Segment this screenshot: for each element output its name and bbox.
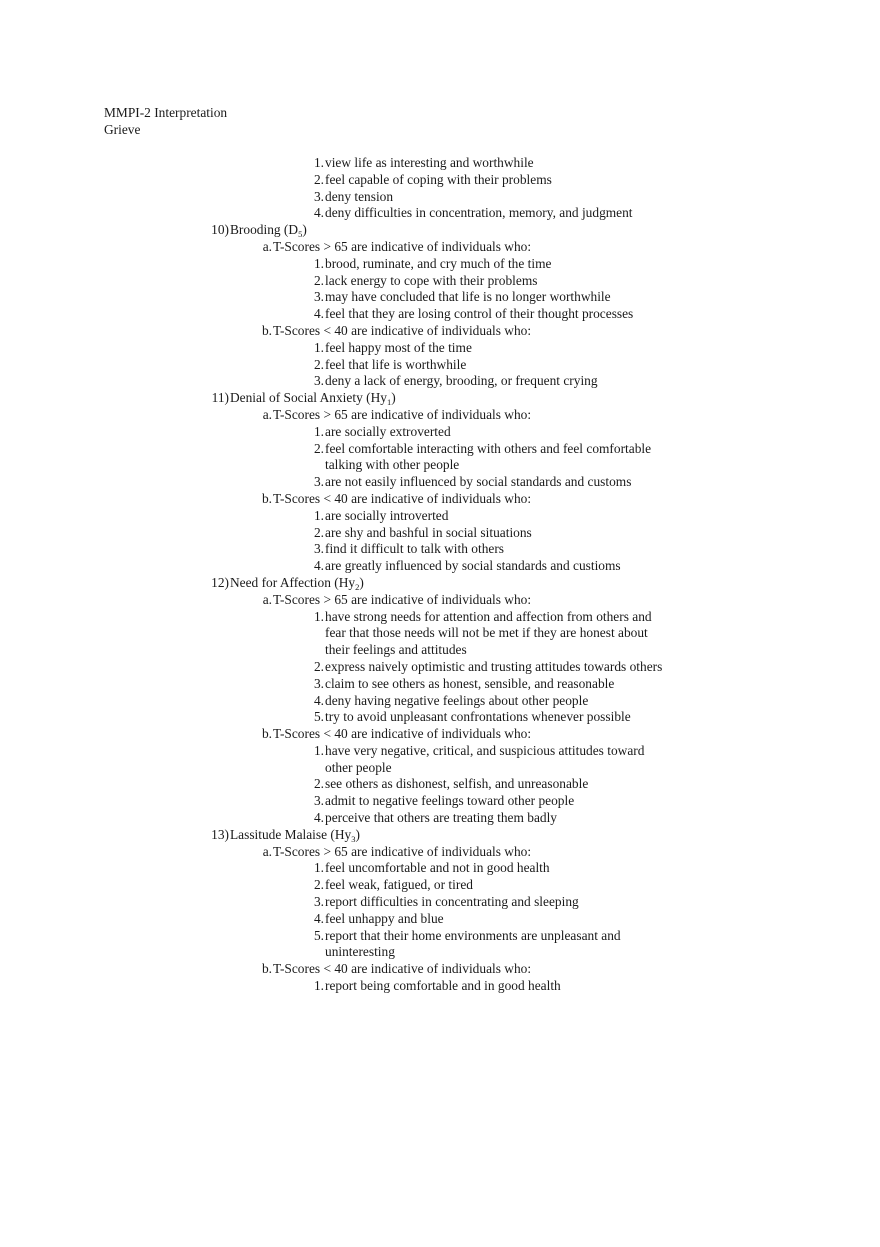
item-text: feel that life is worthwhile	[325, 356, 467, 372]
item-number: 1.	[313, 860, 324, 876]
item-number: 1.	[313, 608, 324, 624]
section-number: 10)	[211, 222, 229, 238]
list-item	[0, 357, 880, 374]
list-item	[0, 541, 880, 558]
item-number: 4.	[313, 910, 324, 926]
item-number: 2.	[313, 356, 324, 372]
section-number: 12)	[211, 574, 229, 590]
criterion-text: T-Scores > 65 are indicative of individuals who:	[273, 591, 532, 607]
item-text: report being comfortable and in good health	[325, 978, 561, 994]
item-text: try to avoid unpleasant confrontations whenever possible	[325, 709, 631, 725]
item-text: feel unhappy and blue	[325, 910, 444, 926]
document-body	[0, 155, 880, 995]
item-text-continuation: uninteresting	[325, 944, 395, 960]
list-item	[0, 340, 880, 357]
criterion-label: b.	[261, 726, 272, 742]
item-number: 3.	[313, 793, 324, 809]
item-number: 2.	[313, 524, 324, 540]
item-number: 2.	[313, 171, 324, 187]
item-text: brood, ruminate, and cry much of the time	[325, 255, 552, 271]
section-heading	[0, 827, 880, 844]
item-text: are greatly influenced by social standards and custioms	[325, 558, 621, 574]
list-item	[0, 474, 880, 491]
list-item	[0, 441, 880, 458]
item-text: report difficulties in concentrating and sleeping	[325, 894, 579, 910]
item-text: feel capable of coping with their problems	[325, 171, 552, 187]
list-item-continuation	[0, 457, 880, 474]
item-number: 5.	[313, 927, 324, 943]
list-item	[0, 508, 880, 525]
list-item	[0, 289, 880, 306]
list-item	[0, 155, 880, 172]
section-subscript: 1	[386, 397, 392, 408]
criterion-label: a.	[262, 238, 272, 254]
list-item	[0, 558, 880, 575]
section-subscript: 5	[298, 229, 303, 240]
item-text: view life as interesting and worthwhile	[325, 155, 534, 170]
item-number: 3.	[313, 541, 324, 557]
item-number: 3.	[313, 373, 324, 389]
section-number: 13)	[211, 826, 229, 842]
item-text: find it difficult to talk with others	[325, 541, 505, 557]
list-item-continuation	[0, 760, 880, 777]
item-text: lack energy to cope with their problems	[325, 272, 538, 288]
item-number: 1.	[313, 507, 324, 523]
item-number: 2.	[313, 440, 324, 456]
item-number: 4.	[313, 558, 324, 574]
item-number: 1.	[313, 423, 324, 439]
item-number: 4.	[313, 810, 324, 826]
item-number: 4.	[313, 692, 324, 708]
list-item	[0, 189, 880, 206]
item-number: 4.	[313, 205, 324, 221]
criterion-text: T-Scores < 40 are indicative of individuals who:	[273, 490, 532, 506]
section-title-close: )	[359, 574, 364, 590]
list-item	[0, 810, 880, 827]
criterion-text: T-Scores > 65 are indicative of individuals who:	[273, 843, 532, 859]
item-number: 3.	[313, 188, 324, 204]
item-text: have very negative, critical, and suspicious attitudes toward	[325, 742, 645, 758]
criterion-label: b.	[261, 961, 272, 977]
criterion-heading	[0, 726, 880, 743]
section-title-close: )	[391, 390, 396, 406]
section-title	[230, 575, 364, 591]
item-text: may have concluded that life is no longer worthwhile	[325, 289, 611, 305]
list-item-continuation	[0, 625, 880, 642]
list-item	[0, 877, 880, 894]
section-heading	[0, 575, 880, 592]
item-number: 1.	[313, 255, 324, 271]
item-number: 2.	[313, 272, 324, 288]
item-text: are not easily influenced by social standards and customs	[325, 474, 632, 490]
item-number: 3.	[313, 894, 324, 910]
item-text-continuation: their feelings and attitudes	[325, 642, 467, 658]
item-text-continuation: talking with other people	[325, 457, 460, 473]
item-text: admit to negative feelings toward other people	[325, 793, 575, 809]
list-item-continuation	[0, 944, 880, 961]
item-number: 1.	[313, 742, 324, 758]
list-item	[0, 776, 880, 793]
item-text-continuation: fear that those needs will not be met if they are honest about	[325, 625, 648, 641]
item-text: deny a lack of energy, brooding, or frequent crying	[325, 373, 598, 389]
item-text: deny tension	[325, 188, 394, 204]
criterion-text: T-Scores > 65 are indicative of individuals who:	[273, 406, 532, 422]
list-item	[0, 978, 880, 995]
criterion-text: T-Scores > 65 are indicative of individuals who:	[273, 238, 532, 254]
criterion-label: a.	[262, 406, 272, 422]
item-number: 2.	[313, 877, 324, 893]
criterion-heading	[0, 407, 880, 424]
item-number: 4.	[313, 306, 324, 322]
criterion-heading	[0, 491, 880, 508]
item-text: are socially introverted	[325, 507, 449, 523]
list-item	[0, 205, 880, 222]
list-item	[0, 709, 880, 726]
section-subscript: 3	[351, 833, 356, 844]
list-item	[0, 793, 880, 810]
item-text-continuation: other people	[325, 759, 392, 775]
criterion-label: b.	[261, 490, 272, 506]
list-item	[0, 743, 880, 760]
section-heading	[0, 222, 880, 239]
item-text: are socially extroverted	[325, 423, 451, 439]
document-title: MMPI-2 Interpretation	[104, 105, 228, 120]
list-item	[0, 306, 880, 323]
list-item	[0, 676, 880, 693]
item-text: feel weak, fatigued, or tired	[325, 877, 473, 893]
criterion-label: a.	[262, 591, 272, 607]
item-text: express naively optimistic and trusting attitudes towards others	[325, 658, 663, 674]
item-text: feel uncomfortable and not in good health	[325, 860, 550, 876]
criterion-text: T-Scores < 40 are indicative of individuals who:	[273, 726, 532, 742]
criterion-heading	[0, 323, 880, 340]
item-text: feel comfortable interacting with others and feel comfortable	[325, 440, 652, 456]
item-text: claim to see others as honest, sensible, and reasonable	[325, 675, 615, 691]
list-item	[0, 894, 880, 911]
item-text: have strong needs for attention and affection from others and	[325, 608, 652, 624]
list-item	[0, 525, 880, 542]
item-number: 1.	[313, 339, 324, 355]
section-title	[230, 827, 360, 843]
item-text: report that their home environments are unpleasant and	[325, 927, 621, 943]
item-text: feel that they are losing control of their thought processes	[325, 306, 634, 322]
criterion-heading	[0, 844, 880, 861]
list-item	[0, 693, 880, 710]
document-header	[104, 104, 227, 138]
item-text: perceive that others are treating them badly	[325, 810, 558, 826]
item-text: see others as dishonest, selfish, and unreasonable	[325, 776, 589, 792]
section-title	[230, 222, 307, 238]
item-number: 1.	[313, 978, 324, 994]
list-item	[0, 609, 880, 626]
document-author: Grieve	[104, 122, 141, 137]
list-item	[0, 273, 880, 290]
criterion-label: b.	[261, 322, 272, 338]
list-item	[0, 928, 880, 945]
item-text: deny difficulties in concentration, memory, and judgment	[325, 205, 633, 221]
criterion-heading	[0, 239, 880, 256]
list-item	[0, 860, 880, 877]
section-title-text: Denial of Social Anxiety (Hy	[230, 390, 387, 406]
item-number: 3.	[313, 675, 324, 691]
section-title-text: Need for Affection (Hy	[230, 574, 356, 590]
criterion-heading	[0, 961, 880, 978]
item-number: 3.	[313, 289, 324, 305]
criterion-text: T-Scores < 40 are indicative of individuals who:	[273, 961, 532, 977]
item-number: 5.	[313, 709, 324, 725]
item-text: deny having negative feelings about other people	[325, 692, 589, 708]
item-number: 2.	[313, 658, 324, 674]
item-number: 1.	[313, 155, 324, 170]
item-text: are shy and bashful in social situations	[325, 524, 532, 540]
list-item	[0, 659, 880, 676]
list-item	[0, 911, 880, 928]
list-item	[0, 373, 880, 390]
section-title	[230, 390, 396, 406]
list-item	[0, 172, 880, 189]
section-subscript: 2	[355, 581, 360, 592]
list-item	[0, 424, 880, 441]
section-heading	[0, 390, 880, 407]
item-number: 2.	[313, 776, 324, 792]
criterion-heading	[0, 592, 880, 609]
list-item-continuation	[0, 642, 880, 659]
section-title-text: Lassitude Malaise (Hy	[230, 826, 352, 842]
criterion-label: a.	[262, 843, 272, 859]
list-item	[0, 256, 880, 273]
section-title-text: Brooding (D	[230, 222, 299, 238]
item-number: 3.	[313, 474, 324, 490]
section-number: 11)	[211, 390, 229, 406]
item-text: feel happy most of the time	[325, 339, 472, 355]
section-title-close: )	[355, 826, 360, 842]
criterion-text: T-Scores < 40 are indicative of individuals who:	[273, 322, 532, 338]
section-title-close: )	[302, 222, 307, 238]
